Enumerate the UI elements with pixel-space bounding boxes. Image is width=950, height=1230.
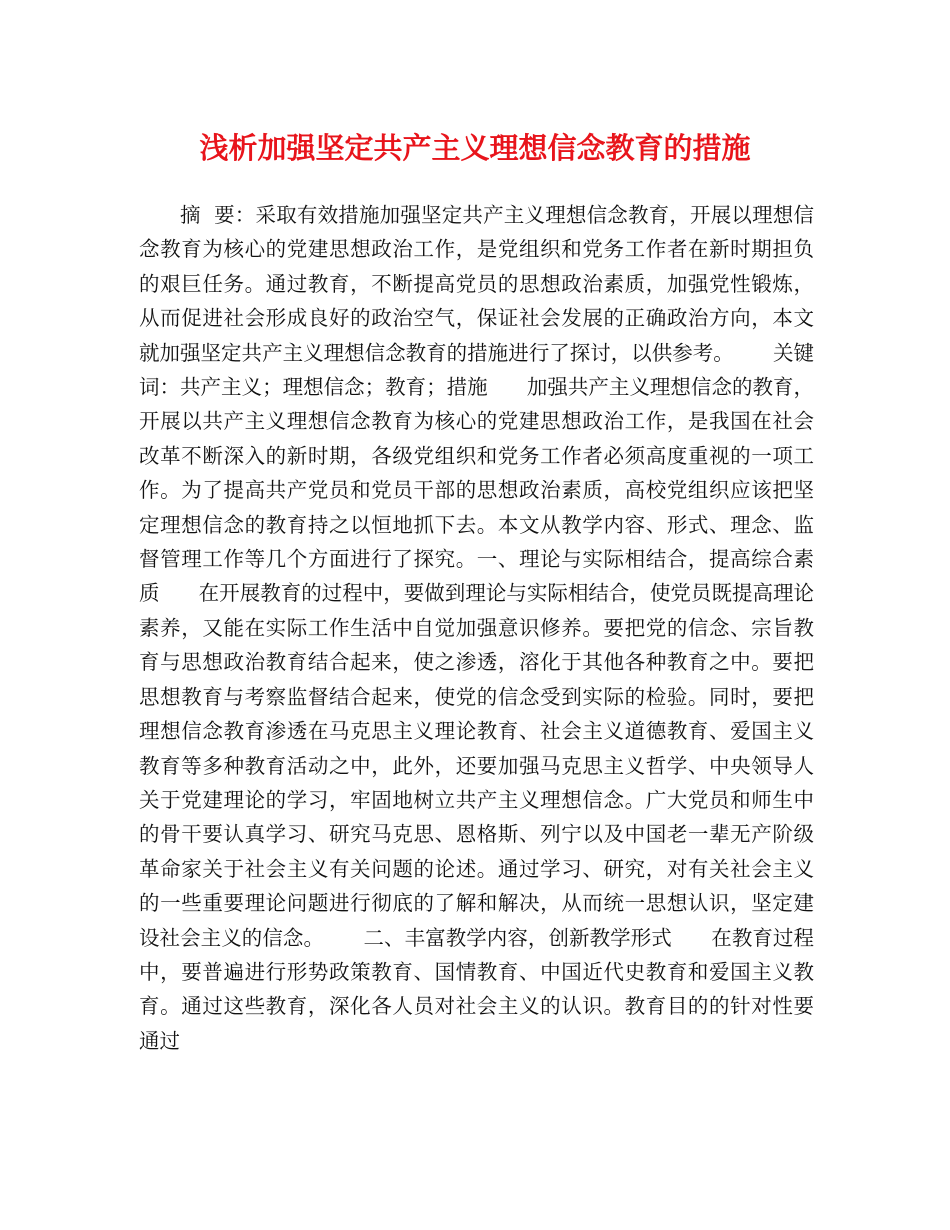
document-body: 摘 要：采取有效措施加强坚定共产主义理想信念教育，开展以理想信念教育为核心的党建思想政治工作，是党组织和党务工作者在新时期担负的艰巨任务。通过教育，不断提高党员的思想政治素质，加强党性锻炼，从而促进社会形成良好的政治空气，保证社会发展的正确政治方向，本文就加强坚定共产主义理想信念教育的措施进行了探讨，以供参考。 关键词：共产主义；理想信念；教育；措施 加强共产主义理想信念的教育，开展以共产主义理想信念教育为核心的党建思想政治工作，是我国在社会改革不断深入的新时期，各级党组织和党务工作者必须高度重视的一项工作。为了提高共产党员和党员干部的思想政治素质，高校党组织应该把坚定理想信念的教育持之以恒地抓下去。本文从教学内容、形式、理念、监督管理工作等几个方面进行了探究。一、理论与实际相结合，提高综合素质 在开展教育的过程中，要做到理论与实际相结合，使党员既提高理论素养，又能在实际工作生活中自觉加强意识修养。要把党的信念、宗旨教育与思想政治教育结合起来，使之渗透，溶化于其他各种教育之中。要把思想教育与考察监督结合起来，使党的信念受到实际的检验。同时，要把理想信念教育渗透在马克思主义理论教育、社会主义道德教育、爱国主义教育等多种教育活动之中，此外，还要加强马克思主义哲学、中央领导人关于党建理论的学习，牢固地树立共产主义理想信念。广大党员和师生中的骨干要认真学习、研究马克思、恩格斯、列宁以及中国老一辈无产阶级革命家关于社会主义有关问题的论述。通过学习、研究，对有关社会主义的一些重要理论问题进行彻底的了解和解决，从而统一思想认识，坚定建设社会主义的信念。 二、丰富教学内容，创新教学形式 在教育过程中，要普遍进行形势政策教育、国情教育、中国近代史教育和爱国主义教育。通过这些教育，深化各人员对社会主义的认识。教育目的的针对性要通过 — [139, 203, 814, 1053]
document-title: 浅析加强坚定共产主义理想信念教育的措施 — [199, 131, 751, 165]
